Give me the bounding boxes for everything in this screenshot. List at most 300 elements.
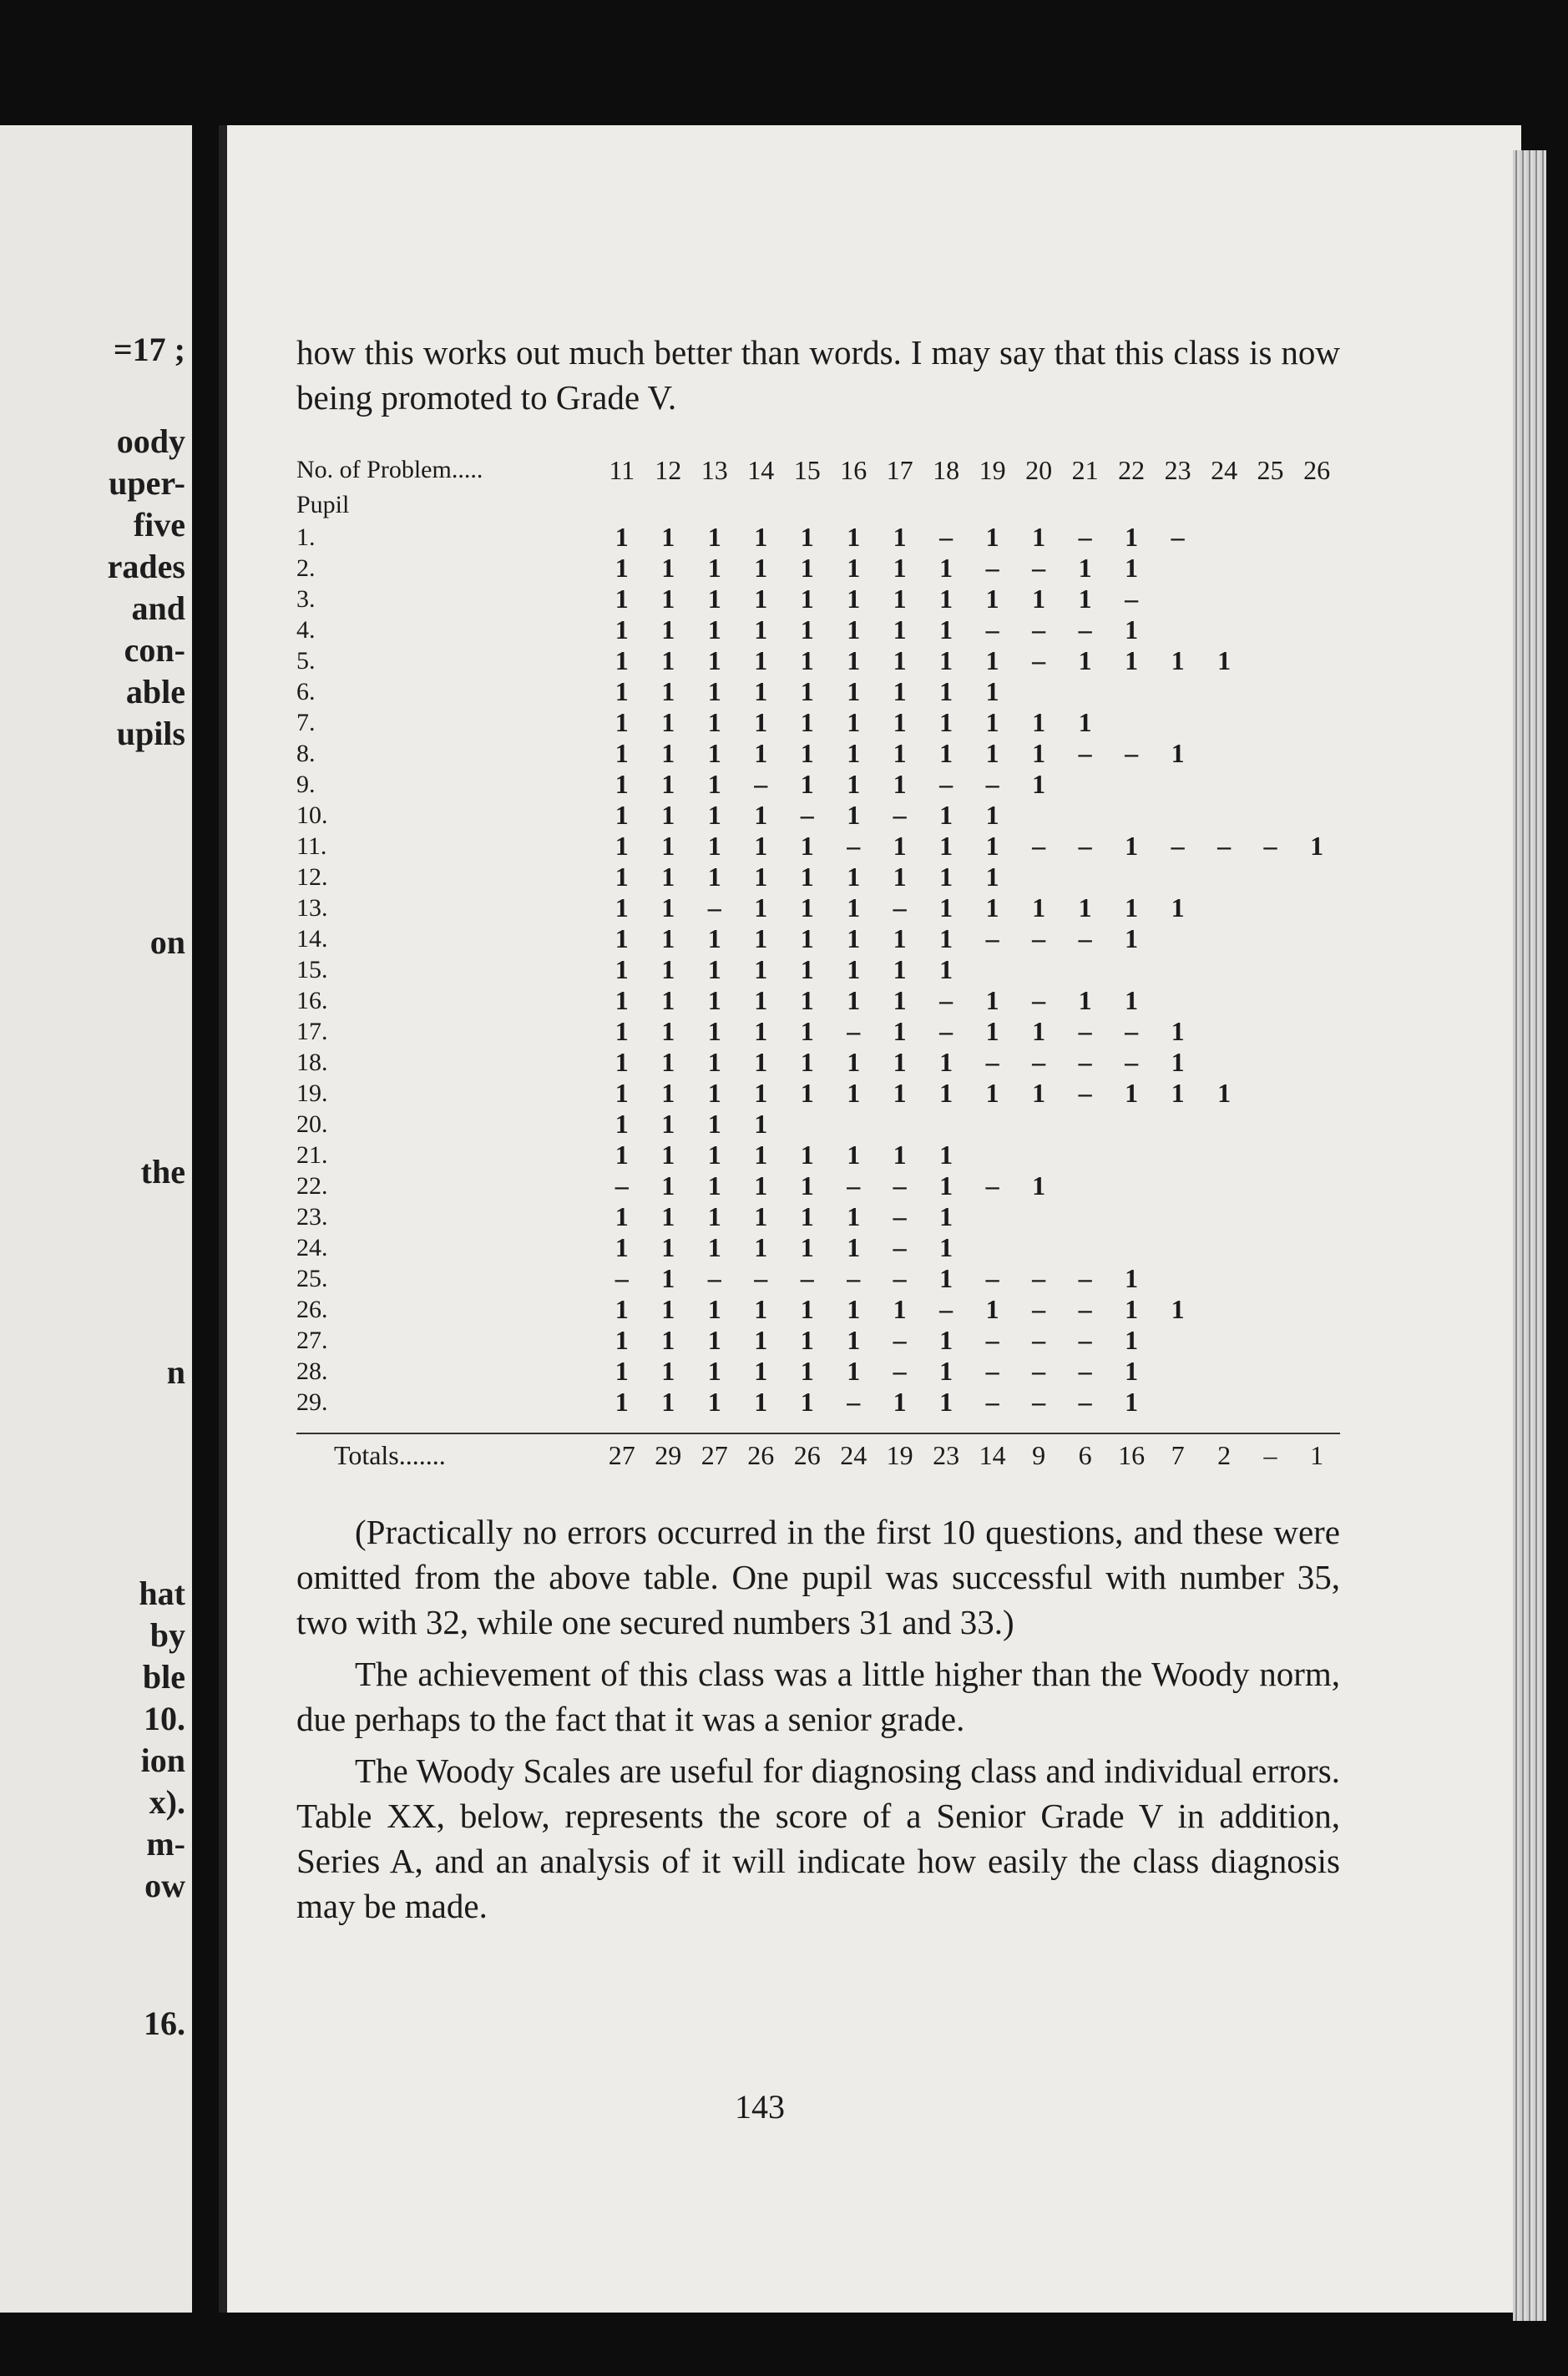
score-cell: 1	[707, 1109, 721, 1139]
score-cell	[1247, 800, 1293, 831]
score-cell: –	[1125, 1047, 1139, 1077]
left-page-line: =17 ;	[113, 331, 185, 368]
pupil-number: 1.	[296, 523, 316, 551]
score-cell: 1	[847, 1140, 861, 1170]
score-cell: –	[1078, 1356, 1092, 1386]
score-cell: 1	[707, 522, 721, 552]
problem-number: 12	[655, 454, 682, 485]
score-cell: –	[1078, 1263, 1092, 1293]
score-cell: –	[985, 614, 999, 645]
left-page-line: m-	[146, 1825, 185, 1863]
pupil-row	[296, 1387, 1340, 1418]
score-cell	[1062, 1109, 1108, 1140]
total-value: 26	[793, 1439, 821, 1470]
score-cell	[1108, 769, 1154, 800]
score-cell	[1155, 862, 1201, 892]
score-cell	[1293, 1047, 1340, 1078]
total-value: 24	[840, 1439, 867, 1470]
score-cell	[1201, 1201, 1247, 1232]
score-cell: 1	[939, 1170, 953, 1201]
total-value: 1	[1310, 1439, 1324, 1470]
score-cell: –	[1171, 831, 1185, 861]
score-cell: 1	[661, 1387, 675, 1417]
score-cell	[1155, 1232, 1201, 1263]
total-value: 2	[1217, 1439, 1232, 1470]
score-cell: 1	[661, 1140, 675, 1170]
score-cell: 1	[615, 862, 629, 892]
rule-cell	[1108, 1418, 1154, 1433]
score-cell: 1	[847, 892, 861, 923]
rule-cell	[599, 1418, 645, 1433]
left-page-line: 16.	[144, 2004, 185, 2042]
problem-number: 19	[979, 454, 1006, 485]
score-cell: –	[1032, 1047, 1046, 1077]
score-cell: 1	[754, 584, 768, 614]
score-cell: 1	[707, 1294, 721, 1324]
score-cell	[1293, 645, 1340, 676]
score-cell	[830, 1109, 876, 1140]
score-cell: 1	[939, 584, 953, 614]
rule-cell	[830, 1418, 876, 1433]
pupil-row	[296, 676, 1340, 707]
left-page-line: x).	[149, 1783, 185, 1821]
score-cell	[1201, 1263, 1247, 1294]
score-cell	[1155, 985, 1201, 1016]
score-cell: 1	[707, 1387, 721, 1417]
score-cell: 1	[800, 1325, 814, 1355]
score-cell	[1062, 1232, 1108, 1263]
score-cell: 1	[939, 831, 953, 861]
score-cell	[1201, 676, 1247, 707]
score-cell: 1	[1125, 923, 1139, 953]
score-cell: 1	[893, 645, 907, 675]
score-cell: 1	[800, 985, 814, 1015]
problem-number: 24	[1211, 454, 1238, 485]
score-cell: 1	[847, 1232, 861, 1262]
total-value: 16	[1118, 1439, 1146, 1470]
score-cell: –	[893, 1263, 907, 1293]
score-cell: 1	[939, 1263, 953, 1293]
score-cell: 1	[893, 1078, 907, 1108]
rule-cell	[1062, 1418, 1108, 1433]
score-cell: 1	[661, 584, 675, 614]
rule-cell	[1293, 1418, 1340, 1433]
score-cell: 1	[985, 522, 999, 552]
score-cell: –	[754, 769, 768, 799]
score-cell	[1155, 1170, 1201, 1201]
left-page-line: and	[131, 589, 185, 627]
pupil-header-spacer	[1247, 488, 1293, 522]
score-cell: –	[1032, 1356, 1046, 1386]
score-cell: –	[1078, 614, 1092, 645]
score-cell: 1	[707, 1170, 721, 1201]
score-cell	[1247, 1016, 1293, 1047]
score-cell: –	[847, 1170, 861, 1201]
score-cell: 1	[939, 862, 953, 892]
score-cell: 1	[893, 614, 907, 645]
pupil-number: 9.	[296, 770, 316, 798]
pupil-row	[296, 553, 1340, 584]
score-cell	[1247, 954, 1293, 985]
score-cell: 1	[985, 707, 999, 737]
score-cell: 1	[707, 831, 721, 861]
left-page-line: oody	[116, 422, 185, 460]
pupil-header-spacer	[1062, 488, 1108, 522]
score-cell: 1	[800, 614, 814, 645]
note-paragraph: (Practically no errors occurred in the first 10 questions, and these were omitted from the above table. One pupil was successful with number 35, two with 32, while one secured numbers 31 and 33.)	[296, 1513, 1340, 1641]
score-cell: 1	[661, 1325, 675, 1355]
score-cell	[1155, 800, 1201, 831]
score-cell	[1293, 954, 1340, 985]
score-cell: 1	[847, 1294, 861, 1324]
score-cell: 1	[939, 800, 953, 830]
score-cell: 1	[615, 985, 629, 1015]
problem-number: 15	[793, 454, 821, 485]
score-cell	[1247, 1047, 1293, 1078]
score-cell	[1247, 1356, 1293, 1387]
score-cell	[1108, 676, 1154, 707]
score-cell	[1293, 1263, 1340, 1294]
score-cell: 1	[893, 1016, 907, 1046]
problem-number-row	[296, 452, 1340, 488]
pupil-number: 24.	[296, 1233, 328, 1261]
score-cell	[1293, 1325, 1340, 1356]
score-cell	[1062, 769, 1108, 800]
score-cell	[969, 1201, 1015, 1232]
score-cell: 1	[985, 831, 999, 861]
score-cell: 1	[615, 1294, 629, 1324]
score-cell: 1	[661, 707, 675, 737]
score-cell: 1	[615, 800, 629, 830]
pupil-number: 27.	[296, 1326, 328, 1354]
problem-number: 20	[1025, 454, 1053, 485]
score-cell	[1201, 707, 1247, 738]
score-cell: 1	[1078, 707, 1092, 737]
score-cell	[1062, 1140, 1108, 1170]
score-cell: 1	[893, 676, 907, 706]
pupil-number: 5.	[296, 646, 316, 675]
pupil-header-spacer	[1108, 488, 1154, 522]
score-cell: 1	[847, 553, 861, 583]
score-cell	[1247, 1078, 1293, 1109]
rule-cell	[1247, 1418, 1293, 1433]
score-cell: 1	[707, 769, 721, 799]
score-cell: 1	[615, 892, 629, 923]
pupil-number: 11.	[296, 832, 327, 860]
score-cell: –	[1125, 1016, 1139, 1046]
pupil-row	[296, 831, 1340, 862]
score-cell: 1	[1032, 892, 1046, 923]
score-cell: 1	[661, 831, 675, 861]
score-cell: 1	[1032, 1078, 1046, 1108]
score-cell	[1247, 614, 1293, 645]
score-cell: 1	[615, 1201, 629, 1231]
score-cell: 1	[893, 954, 907, 984]
score-cell	[1247, 738, 1293, 769]
problem-number: 16	[840, 454, 867, 485]
pupil-number: 18.	[296, 1048, 328, 1076]
pupil-header-label: Pupil	[296, 491, 350, 518]
score-cell: 1	[800, 1201, 814, 1231]
total-value: 29	[655, 1439, 682, 1470]
score-cell	[1062, 862, 1108, 892]
pupil-row	[296, 1016, 1340, 1047]
score-cell	[1155, 614, 1201, 645]
score-cell: 1	[1078, 645, 1092, 675]
pupil-number: 16.	[296, 986, 328, 1014]
rule-cell	[923, 1418, 969, 1433]
score-cell	[1247, 707, 1293, 738]
score-cell: 1	[847, 1201, 861, 1231]
score-cell	[1015, 1109, 1061, 1140]
score-cell: –	[1032, 614, 1046, 645]
score-cell: 1	[1032, 1016, 1046, 1046]
totals-label: Totals.......	[334, 1439, 446, 1470]
score-cell: 1	[939, 1387, 953, 1417]
score-cell: 1	[754, 892, 768, 923]
score-cell	[1155, 769, 1201, 800]
pupil-header-spacer	[923, 488, 969, 522]
score-cell: 1	[800, 553, 814, 583]
score-cell: 1	[754, 1170, 768, 1201]
score-cell: –	[1078, 1294, 1092, 1324]
score-cell: 1	[754, 985, 768, 1015]
score-cell: 1	[615, 645, 629, 675]
pupil-row	[296, 738, 1340, 769]
score-cell: 1	[800, 954, 814, 984]
score-cell	[1155, 707, 1201, 738]
score-cell: 1	[939, 707, 953, 737]
score-cell: –	[1078, 1047, 1092, 1077]
pupil-header-spacer	[1201, 488, 1247, 522]
pupil-number: 6.	[296, 677, 316, 705]
score-cell	[1015, 1201, 1061, 1232]
pupil-number: 3.	[296, 584, 316, 613]
score-cell: 1	[1171, 1078, 1185, 1108]
score-cell	[1293, 1170, 1340, 1201]
score-cell: 1	[800, 892, 814, 923]
score-cell: 1	[661, 676, 675, 706]
pupil-row	[296, 892, 1340, 923]
score-cell: –	[1078, 738, 1092, 768]
score-cell: 1	[707, 553, 721, 583]
score-cell: –	[939, 1294, 953, 1324]
score-cell: 1	[939, 553, 953, 583]
left-page-line: rades	[107, 548, 185, 585]
score-cell	[1293, 676, 1340, 707]
score-cell: 1	[661, 1078, 675, 1108]
score-cell	[1247, 1170, 1293, 1201]
problem-number: 26	[1303, 454, 1331, 485]
problem-number: 18	[933, 454, 960, 485]
score-cell	[1201, 1140, 1247, 1170]
pupil-row	[296, 645, 1340, 676]
score-cell: 1	[847, 614, 861, 645]
score-cell: 1	[615, 738, 629, 768]
score-cell	[1293, 522, 1340, 553]
score-cell: –	[1078, 1387, 1092, 1417]
score-cell	[1201, 862, 1247, 892]
problem-number: 13	[701, 454, 728, 485]
score-cell: 1	[615, 1325, 629, 1355]
score-cell: 1	[893, 1047, 907, 1077]
score-cell: 1	[893, 831, 907, 861]
score-cell: –	[985, 1047, 999, 1077]
score-cell: 1	[1125, 614, 1139, 645]
score-cell: 1	[707, 1016, 721, 1046]
pupil-row	[296, 1356, 1340, 1387]
pupil-number: 28.	[296, 1357, 328, 1385]
score-cell: 1	[754, 1325, 768, 1355]
score-cell: –	[985, 769, 999, 799]
score-cell	[1062, 676, 1108, 707]
score-cell: 1	[847, 584, 861, 614]
score-cell	[1201, 923, 1247, 954]
score-cell	[969, 954, 1015, 985]
score-cell: 1	[800, 738, 814, 768]
pupil-header-row	[296, 488, 1340, 522]
left-page-line: on	[149, 923, 185, 961]
score-cell: 1	[985, 645, 999, 675]
pupil-header-spacer	[1015, 488, 1061, 522]
score-cell	[1247, 1109, 1293, 1140]
score-cell	[1247, 1387, 1293, 1418]
score-cell: 1	[754, 1356, 768, 1386]
score-cell	[1293, 1387, 1340, 1418]
score-cell	[1201, 1170, 1247, 1201]
score-cell: 1	[1125, 831, 1139, 861]
score-cell: 1	[707, 923, 721, 953]
score-cell: 1	[893, 707, 907, 737]
score-cell: 1	[661, 892, 675, 923]
pupil-number: 20.	[296, 1110, 328, 1138]
score-cell: 1	[661, 769, 675, 799]
total-value: 14	[979, 1439, 1006, 1470]
score-cell: 1	[800, 769, 814, 799]
score-cell: 1	[847, 800, 861, 830]
score-cell	[1293, 1232, 1340, 1263]
score-cell	[1201, 614, 1247, 645]
score-cell: 1	[1032, 707, 1046, 737]
score-cell	[877, 1109, 923, 1140]
score-table-wrap	[296, 452, 1340, 1476]
score-cell: 1	[615, 614, 629, 645]
score-cell	[1015, 676, 1061, 707]
score-cell: 1	[615, 1016, 629, 1046]
rule-cell	[737, 1418, 783, 1433]
score-cell: 1	[893, 738, 907, 768]
score-cell: –	[1078, 1325, 1092, 1355]
pupil-number: 13.	[296, 893, 328, 922]
score-cell: 1	[800, 707, 814, 737]
score-cell	[1201, 738, 1247, 769]
score-cell: 1	[754, 1047, 768, 1077]
page-number: 143	[735, 2088, 785, 2126]
pupil-number: 26.	[296, 1295, 328, 1323]
score-cell: –	[615, 1263, 629, 1293]
score-cell: 1	[707, 1047, 721, 1077]
pupil-header-spacer	[737, 488, 783, 522]
score-cell: 1	[1078, 985, 1092, 1015]
score-cell: 1	[1217, 645, 1232, 675]
score-cell: 1	[754, 676, 768, 706]
score-cell: 1	[615, 954, 629, 984]
score-cell: 1	[1125, 1294, 1139, 1324]
score-cell: 1	[707, 738, 721, 768]
score-cell: –	[1032, 553, 1046, 583]
score-cell: 1	[707, 1325, 721, 1355]
rule-cell	[1201, 1418, 1247, 1433]
score-cell: 1	[847, 1356, 861, 1386]
score-cell: –	[1125, 584, 1139, 614]
score-cell: –	[893, 1325, 907, 1355]
score-cell: 1	[754, 738, 768, 768]
problem-header-label: No. of Problem.....	[296, 456, 483, 483]
score-cell	[784, 1109, 830, 1140]
score-cell: 1	[985, 1016, 999, 1046]
score-cell: 1	[939, 1232, 953, 1262]
body-text	[296, 1509, 1340, 1929]
score-cell: 1	[754, 923, 768, 953]
score-cell: 1	[707, 1356, 721, 1386]
score-cell: 1	[985, 1294, 999, 1324]
score-cell	[1108, 954, 1154, 985]
score-cell	[1201, 1047, 1247, 1078]
pupil-row	[296, 1109, 1340, 1140]
problem-number: 14	[747, 454, 775, 485]
score-cell: –	[939, 1016, 953, 1046]
rule-cell	[1015, 1418, 1061, 1433]
pupil-header-spacer	[969, 488, 1015, 522]
left-page-line: 10.	[144, 1700, 185, 1737]
pupil-row	[296, 707, 1340, 738]
score-cell: 1	[1032, 522, 1046, 552]
score-cell	[1155, 1140, 1201, 1170]
pupil-header-spacer	[691, 488, 737, 522]
score-cell: 1	[1078, 892, 1092, 923]
score-cell: 1	[893, 1294, 907, 1324]
pupil-header-spacer	[830, 488, 876, 522]
score-cell: 1	[754, 800, 768, 830]
score-cell: –	[707, 1263, 721, 1293]
score-cell	[1015, 800, 1061, 831]
score-cell: 1	[1032, 769, 1046, 799]
score-cell: 1	[939, 1047, 953, 1077]
score-cell	[923, 1109, 969, 1140]
score-cell: –	[893, 800, 907, 830]
score-cell: 1	[615, 584, 629, 614]
problem-number: 17	[886, 454, 913, 485]
score-cell	[1155, 1387, 1201, 1418]
score-cell: 1	[847, 522, 861, 552]
score-cell: 1	[615, 1140, 629, 1170]
score-cell: –	[893, 1170, 907, 1201]
pupil-number: 10.	[296, 801, 328, 829]
pupil-row	[296, 584, 1340, 614]
score-cell	[1201, 800, 1247, 831]
score-cell: 1	[939, 954, 953, 984]
score-cell	[1293, 614, 1340, 645]
score-cell: –	[985, 1263, 999, 1293]
total-value: 6	[1078, 1439, 1092, 1470]
score-cell	[1293, 1356, 1340, 1387]
score-cell	[1201, 1109, 1247, 1140]
score-cell: 1	[754, 1387, 768, 1417]
left-page-line: the	[140, 1153, 185, 1191]
score-cell: 1	[615, 1078, 629, 1108]
score-cell: 1	[707, 645, 721, 675]
score-cell: 1	[707, 800, 721, 830]
